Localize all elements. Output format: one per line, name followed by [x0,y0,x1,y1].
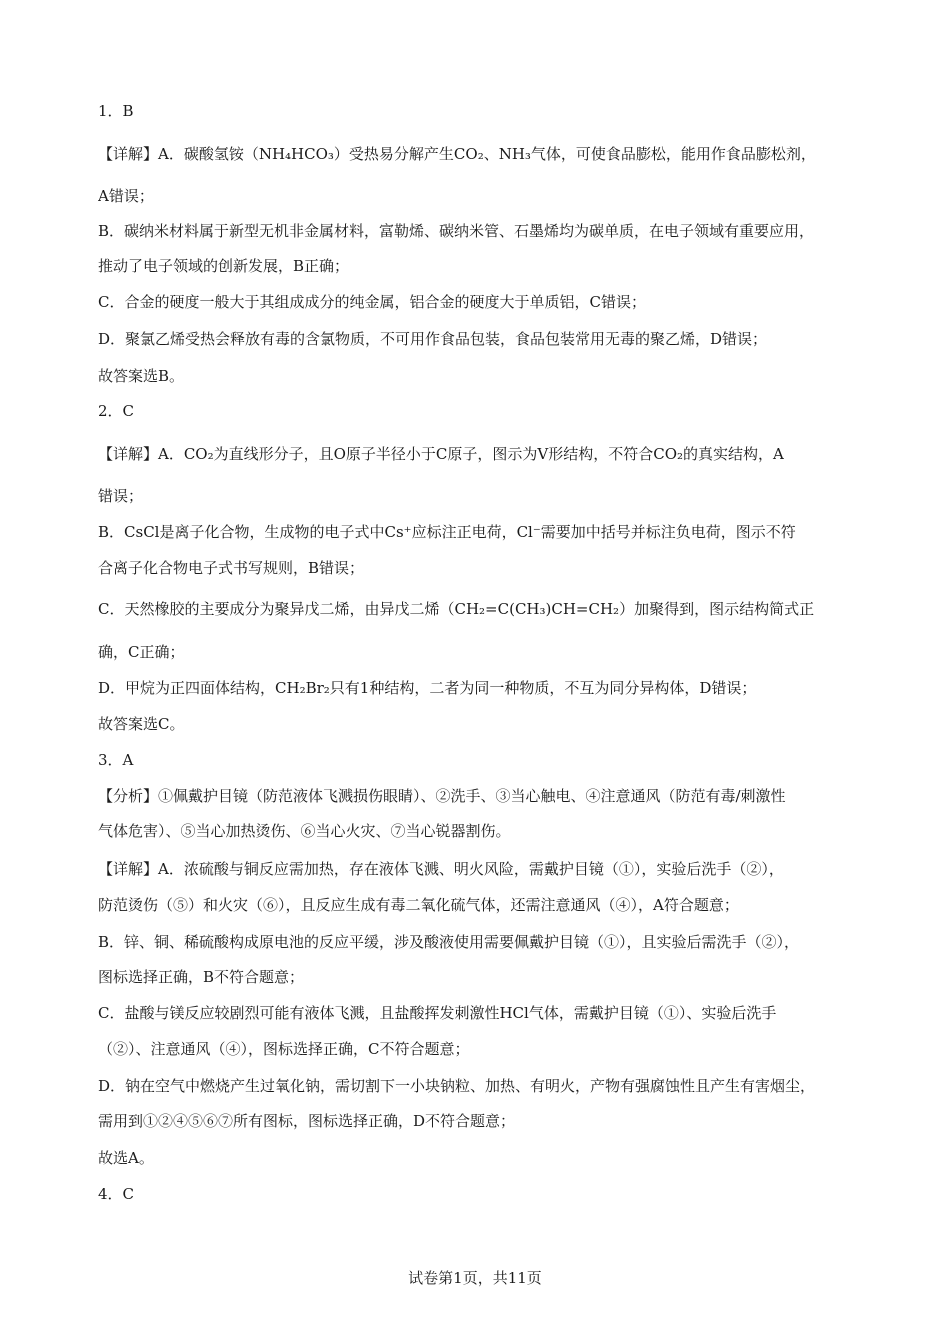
page-footer: 试卷第1页，共11页 [408,1269,542,1287]
text-line: 气体危害）、⑤当心加热烫伤、⑥当心火灾、⑦当心锐器割伤。 [98,822,511,840]
text-line: 图标选择正确，B不符合题意； [98,968,305,986]
text-line: B．CsCl是离子化合物，生成物的电子式中Cs⁺应标注正电荷，Cl⁻需要加中括号并标注负电荷，图示不符 [98,523,796,541]
text-line: 错误； [98,487,144,505]
text-line: 【详解】A．CO₂为直线形分子，且O原子半径小于C原子，图示为V形结构，不符合CO₂的真实结构，A [98,445,784,463]
text-line: B．碳纳米材料属于新型无机非金属材料，富勒烯、碳纳米管、石墨烯均为碳单质，在电子领域有重要应用， [98,222,815,240]
text-line: 故答案选C。 [98,715,185,733]
text-line: 需用到①②④⑤⑥⑦所有图标，图标选择正确，D不符合题意； [98,1112,516,1130]
text-line: D．钠在空气中燃烧产生过氧化钠，需切割下一小块钠粒、加热、有明火，产物有强腐蚀性且产生有害烟尘， [98,1077,816,1095]
text-line: 确，C正确； [98,643,185,661]
answer-1-heading: 1．B [98,102,134,120]
answer-4-heading: 4．C [98,1185,135,1203]
text-line: 【详解】A．碳酸氢铵（NH₄HCO₃）受热易分解产生CO₂、NH₃气体，可使食品膨松，能用作食品膨松剂， [98,145,816,163]
text-line: C．盐酸与镁反应较剧烈可能有液体飞溅，且盐酸挥发刺激性HCl气体，需戴护目镜（①）、实验后洗手 [98,1004,777,1022]
text-line: C．天然橡胶的主要成分为聚异戊二烯，由异戊二烯（CH₂=C(CH₃)CH=CH₂）加聚得到，图示结构简式正 [98,600,815,618]
text-line: D．聚氯乙烯受热会释放有毒的含氯物质，不可用作食品包装，食品包装常用无毒的聚乙烯，D错误； [98,330,768,348]
text-line: A错误； [98,187,154,205]
text-line: 故选A。 [98,1149,154,1167]
text-line: C．合金的硬度一般大于其组成成分的纯金属，铝合金的硬度大于单质铝，C错误； [98,293,646,311]
text-line: 推动了电子领域的创新发展，B正确； [98,257,350,275]
text-line: 【分析】①佩戴护目镜（防范液体飞溅损伤眼睛）、②洗手、③当心触电、④注意通风（防范有毒/刺激性 [98,787,786,805]
text-line: 防范烫伤（⑤）和火灾（⑥），且反应生成有毒二氧化硫气体，还需注意通风（④），A符合题意； [98,896,739,914]
text-line: （②）、注意通风（④），图标选择正确，C不符合题意； [98,1040,470,1058]
answer-2-heading: 2．C [98,402,135,420]
text-line: 故答案选B。 [98,367,185,385]
text-line: B．锌、铜、稀硫酸构成原电池的反应平缓，涉及酸液使用需要佩戴护目镜（①），且实验后需洗手（②）， [98,933,800,951]
text-line: 合离子化合物电子式书写规则，B错误； [98,559,365,577]
text-line: 【详解】A．浓硫酸与铜反应需加热，存在液体飞溅、明火风险，需戴护目镜（①），实验后洗手（②）， [98,860,784,878]
text-line: D．甲烷为正四面体结构，CH₂Br₂只有1种结构，二者为同一种物质，不互为同分异构体，D错误； [98,679,757,697]
answer-3-heading: 3．A [98,751,134,769]
